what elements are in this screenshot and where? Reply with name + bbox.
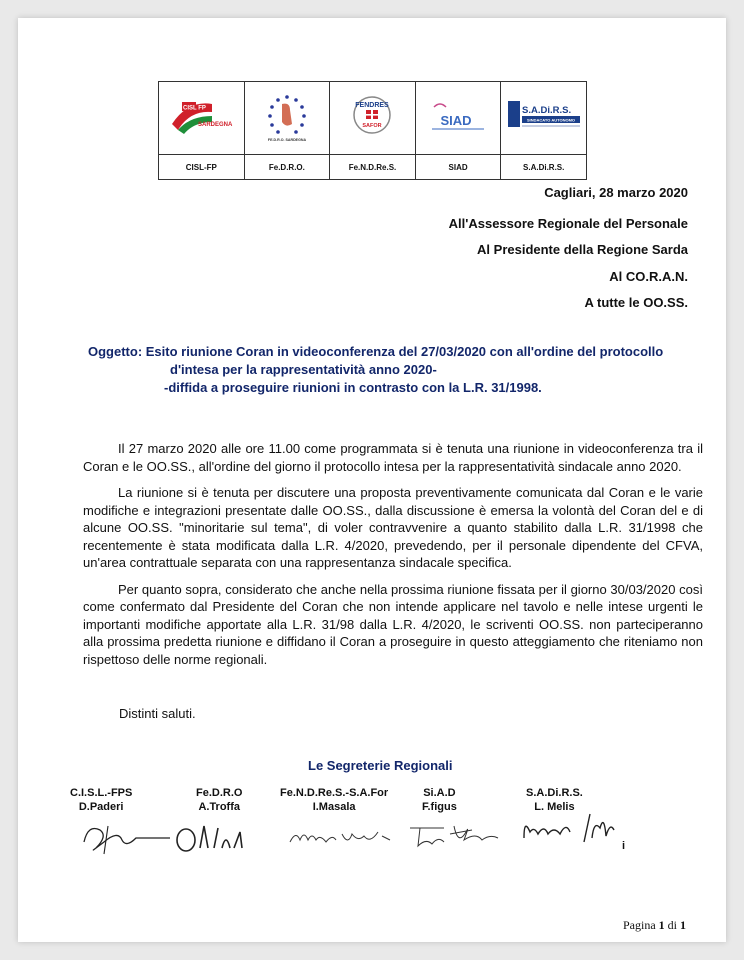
signature-paderi [78,818,178,858]
sadirs-logo-text: S.A.Di.R.S. [521,105,571,116]
siad-logo-text: SIAD [440,113,472,128]
sadirs-logo-sub: SINDACATO AUTONOMO [526,117,575,123]
logo-cell-fedro [244,82,330,155]
signer-fendres [280,786,388,814]
subject-line-1: Oggetto: Esito riunione Coran in videoconferenza del 27/03/2020 con all'ordine del protocollo [88,344,664,359]
signature-figus [406,818,506,852]
cisl-logo-text: CISL FP [183,105,207,112]
closing-salutation: Distinti saluti. [119,706,196,721]
page-sep: di [667,918,677,932]
signature-block-title: Le Segreterie Regionali [308,758,453,773]
subject-block [88,343,698,397]
subject-line-3: -diffida a proseguire riunioni in contrasto con la L.R. 31/1998. [164,380,542,395]
recipient-line: Al CO.R.A.N. [609,268,688,284]
logo-name-siad: SIAD [415,155,501,180]
logo-cell-sadirs [501,82,587,155]
body-paragraph: Per quanto sopra, considerato che anche nella prossima riunione fissata per il giorno 30/03/2020 così come confermato dal Presidente del Coran che non intende applicare nel tavolo e nelle intese urgenti le importanti modifiche apportate alla L.R. 31/98 dalla L.R. 4/2020, le scriventi OO.SS. non parteciperanno alla prossima predetta riunione e diffidano il Coran a proseguire in questo atteggiamento che riteniamo non rispettoso delle norme regionali. [83,581,703,667]
signer-cisl [70,786,132,814]
page-current: 1 [658,918,665,932]
signature-masala [286,820,396,854]
subject-line-2: d'intesa per la rappresentatività anno 2020- [170,362,437,377]
signer-fedro [196,786,242,814]
document-page [18,18,726,942]
date-line: Cagliari, 28 marzo 2020 [544,185,688,200]
recipient-line: Al Presidente della Regione Sarda [477,242,688,257]
page-number [623,918,686,933]
signature-melis [518,808,618,848]
logo-name-fedro: Fe.D.R.O. [244,155,330,180]
letter-body [83,440,703,677]
logo-cell-siad [415,82,501,155]
page-label: Pagina [622,918,656,932]
sadirs-logo [506,95,582,141]
logo-cell-fendres [330,82,416,155]
fendres-logo-text: FENDRES [355,102,390,109]
logo-name-sadirs: S.A.Di.R.S. [501,155,587,180]
signer-org: S.A.Di.R.S. [526,787,583,799]
fedro-logo-text: FE.D.R.O. SARDEGNA [267,138,306,142]
fendres-logo [345,87,399,149]
logo-cell-cisl [159,82,245,155]
signer-siad [422,786,457,814]
recipients-block [449,180,688,317]
signer-person: I.Masala [312,801,356,813]
signer-org: Fe.D.R.O [196,787,243,799]
fedro-logo [260,90,314,146]
signer-org: C.I.S.L.-FPS [70,787,133,799]
signer-person: F.figus [422,801,457,813]
signer-org: Fe.N.D.Re.S.-S.A.For [280,787,389,799]
signer-person: L. Melis [534,801,575,813]
recipient-line: All'Assessore Regionale del Personale [448,215,688,231]
fendres-logo-sub: SAFOR [362,123,383,129]
logo-name-fendres: Fe.N.D.Re.S. [330,155,416,180]
page-total: 1 [680,918,686,932]
body-paragraph: Il 27 marzo 2020 alle ore 11.00 come programmata si è tenuta una riunione in videoconferenza tra il Coran e le OO.SS., all'ordine del giorno il protocollo intesa per la rappresentatività sindacale anno 2020. [83,441,703,474]
siad-logo [426,97,490,139]
logo-name-cisl: CISL-FP [159,155,245,180]
signature-troffa [170,818,260,858]
recipient-line: A tutte le OO.SS. [584,295,688,310]
union-logos-table [158,81,587,180]
body-paragraph: La riunione si è tenuta per discutere una proposta preventivamente comunicata dal Coran e le varie modifiche e integrazioni presentate dalle OO.SS., dalla discussione è emersa la volontà del Coran del e di alcune OO.SS. "minoritarie sul tema", di voler contravvenire a quanto stabilito dalla L.R. 31/1998 che recentemente è stata modificata dalla L.R. 4/2020, prevedendo, per il personale dipendente del CFVA, un'area contrattuale separata con una rappresentanza sindacale specifica. [83,485,703,570]
signer-person: A.Troffa [198,801,240,813]
cisl-fp-logo [168,94,234,142]
signer-org: Si.A.D [423,787,456,799]
cisl-logo-sub: SARDEGNA [198,122,233,128]
stray-mark: i [622,840,626,852]
signer-person: D.Paderi [78,801,124,813]
